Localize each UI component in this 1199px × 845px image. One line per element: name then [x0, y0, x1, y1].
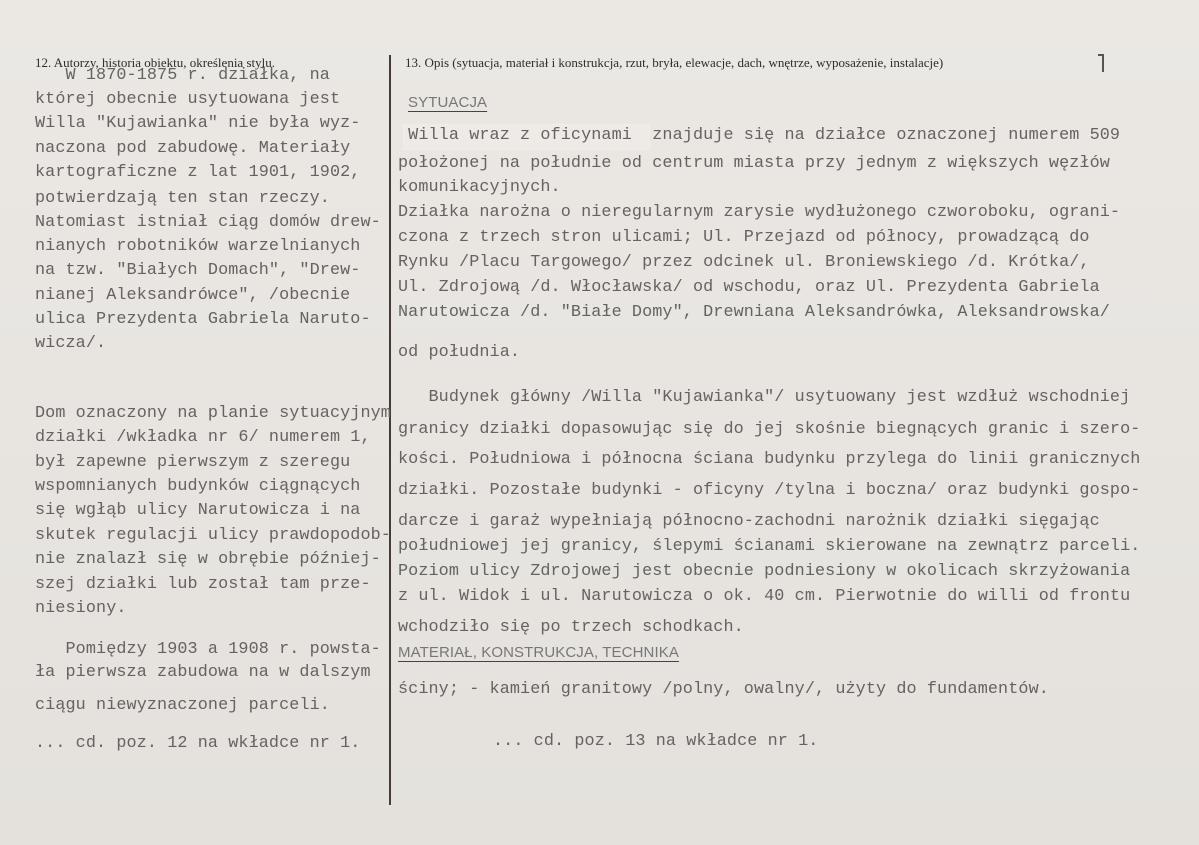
text-line: nianych robotników warzelnianych	[35, 237, 361, 256]
text-line: Dom oznaczony na planie sytuacyjnym	[35, 404, 391, 423]
text-line: W 1870-1875 r. działka, na	[35, 66, 330, 85]
text-line: Poziom ulicy Zdrojowej jest obecnie podniesiony w okolicach skrzyżowania	[398, 562, 1131, 581]
text-line: wspomnianych budynków ciągnących	[35, 477, 361, 496]
text-line: kartograficzne z lat 1901, 1902,	[35, 163, 361, 182]
text-line: kości. Południowa i północna ściana budynku przylega do linii granicznych	[398, 450, 1141, 469]
text-line: niesiony.	[35, 599, 127, 618]
text-line: Rynku /Placu Targowego/ przez odcinek ul. Broniewskiego /d. Krótka/,	[398, 253, 1090, 272]
text-line: nianej Aleksandrówce", /obecnie	[35, 286, 351, 305]
text-line: potwierdzają ten stan rzeczy.	[35, 189, 330, 208]
text-line: Działka narożna o nieregularnym zarysie wydłużonego czworoboku, ograni-	[398, 203, 1121, 222]
text-line: Budynek główny /Willa "Kujawianka"/ usytuowany jest wzdłuż wschodniej	[398, 388, 1131, 407]
text-line: ... cd. poz. 12 na wkładce nr 1.	[35, 734, 361, 753]
text-line: granicy działki dopasowując się do jej skośnie biegnących granic i szero-	[398, 420, 1141, 439]
right-continuation-note: ... cd. poz. 13 na wkładce nr 1.	[493, 732, 819, 751]
text-line: Natomiast istniał ciąg domów drew-	[35, 213, 381, 232]
text-line: ła pierwsza zabudowa na w dalszym	[35, 663, 371, 682]
text-line: nie znalazł się w obrębie później-	[35, 550, 381, 569]
section-heading-material: MATERIAŁ, KONSTRUKCJA, TECHNIKA	[398, 644, 679, 661]
text-line: Willa wraz z oficynami znajduje się na działce oznaczonej numerem 509	[398, 126, 1121, 145]
left-column-header: 12. Autorzy, historia obiektu, określenia stylu.	[35, 55, 275, 70]
right-column-header: 13. Opis (sytuacja, materiał i konstrukcja, rzut, bryła, elewacje, dach, wnętrze, wyposażenie, instalacje)	[405, 55, 944, 70]
text-line: Pomiędzy 1903 a 1908 r. powsta-	[35, 640, 381, 659]
text-line: się wgłąb ulicy Narutowicza i na	[35, 501, 361, 520]
text-line: ulica Prezydenta Gabriela Naruto-	[35, 310, 371, 329]
text-line: działki. Pozostałe budynki - oficyny /tylna i boczna/ oraz budynki gospo-	[398, 481, 1141, 500]
text-line: od południa.	[398, 343, 521, 362]
text-line: Narutowicza /d. "Białe Domy", Drewniana Aleksandrówka, Aleksandrowska/	[398, 303, 1110, 322]
text-line: wicza/.	[35, 334, 107, 353]
text-line: działki /wkładka nr 6/ numerem 1,	[35, 428, 371, 447]
text-line: położonej na południe od centrum miasta przy jednym z większych węzłów	[398, 154, 1110, 173]
text-line: ciągu niewyznaczonej parceli.	[35, 696, 330, 715]
text-line: z ul. Widok i ul. Narutowicza o ok. 40 cm. Pierwotnie do willi od frontu	[398, 587, 1131, 606]
page-mark	[1102, 54, 1104, 72]
text-line: darcze i garaż wypełniają północno-zachodni narożnik działki sięgając	[398, 512, 1100, 531]
text-line: na tzw. "Białych Domach", "Drew-	[35, 261, 361, 280]
material-line: ściny; - kamień granitowy /polny, owalny/, użyty do fundamentów.	[398, 680, 1049, 699]
text-line: czona z trzech stron ulicami; Ul. Przejazd od północy, prowadzącą do	[398, 228, 1090, 247]
text-line: komunikacyjnych.	[398, 178, 561, 197]
text-line: Willa "Kujawianka" nie była wyz-	[35, 114, 361, 133]
section-heading-sytuacja: SYTUACJA	[408, 94, 488, 111]
text-line: naczona pod zabudowę. Materiały	[35, 139, 351, 158]
text-line: skutek regulacji ulicy prawdopodob-	[35, 526, 391, 545]
text-line: szej działki lub został tam prze-	[35, 575, 371, 594]
column-divider	[389, 55, 391, 805]
text-line: Ul. Zdrojową /d. Włocławska/ od wschodu, oraz Ul. Prezydenta Gabriela	[398, 278, 1100, 297]
text-line: której obecnie usytuowana jest	[35, 90, 341, 109]
text-line: wchodziło się po trzech schodkach.	[398, 618, 744, 637]
text-line: był zapewne pierwszym z szeregu	[35, 453, 351, 472]
text-line: południowej jej granicy, ślepymi ścianami skierowane na zewnątrz parceli.	[398, 537, 1141, 556]
